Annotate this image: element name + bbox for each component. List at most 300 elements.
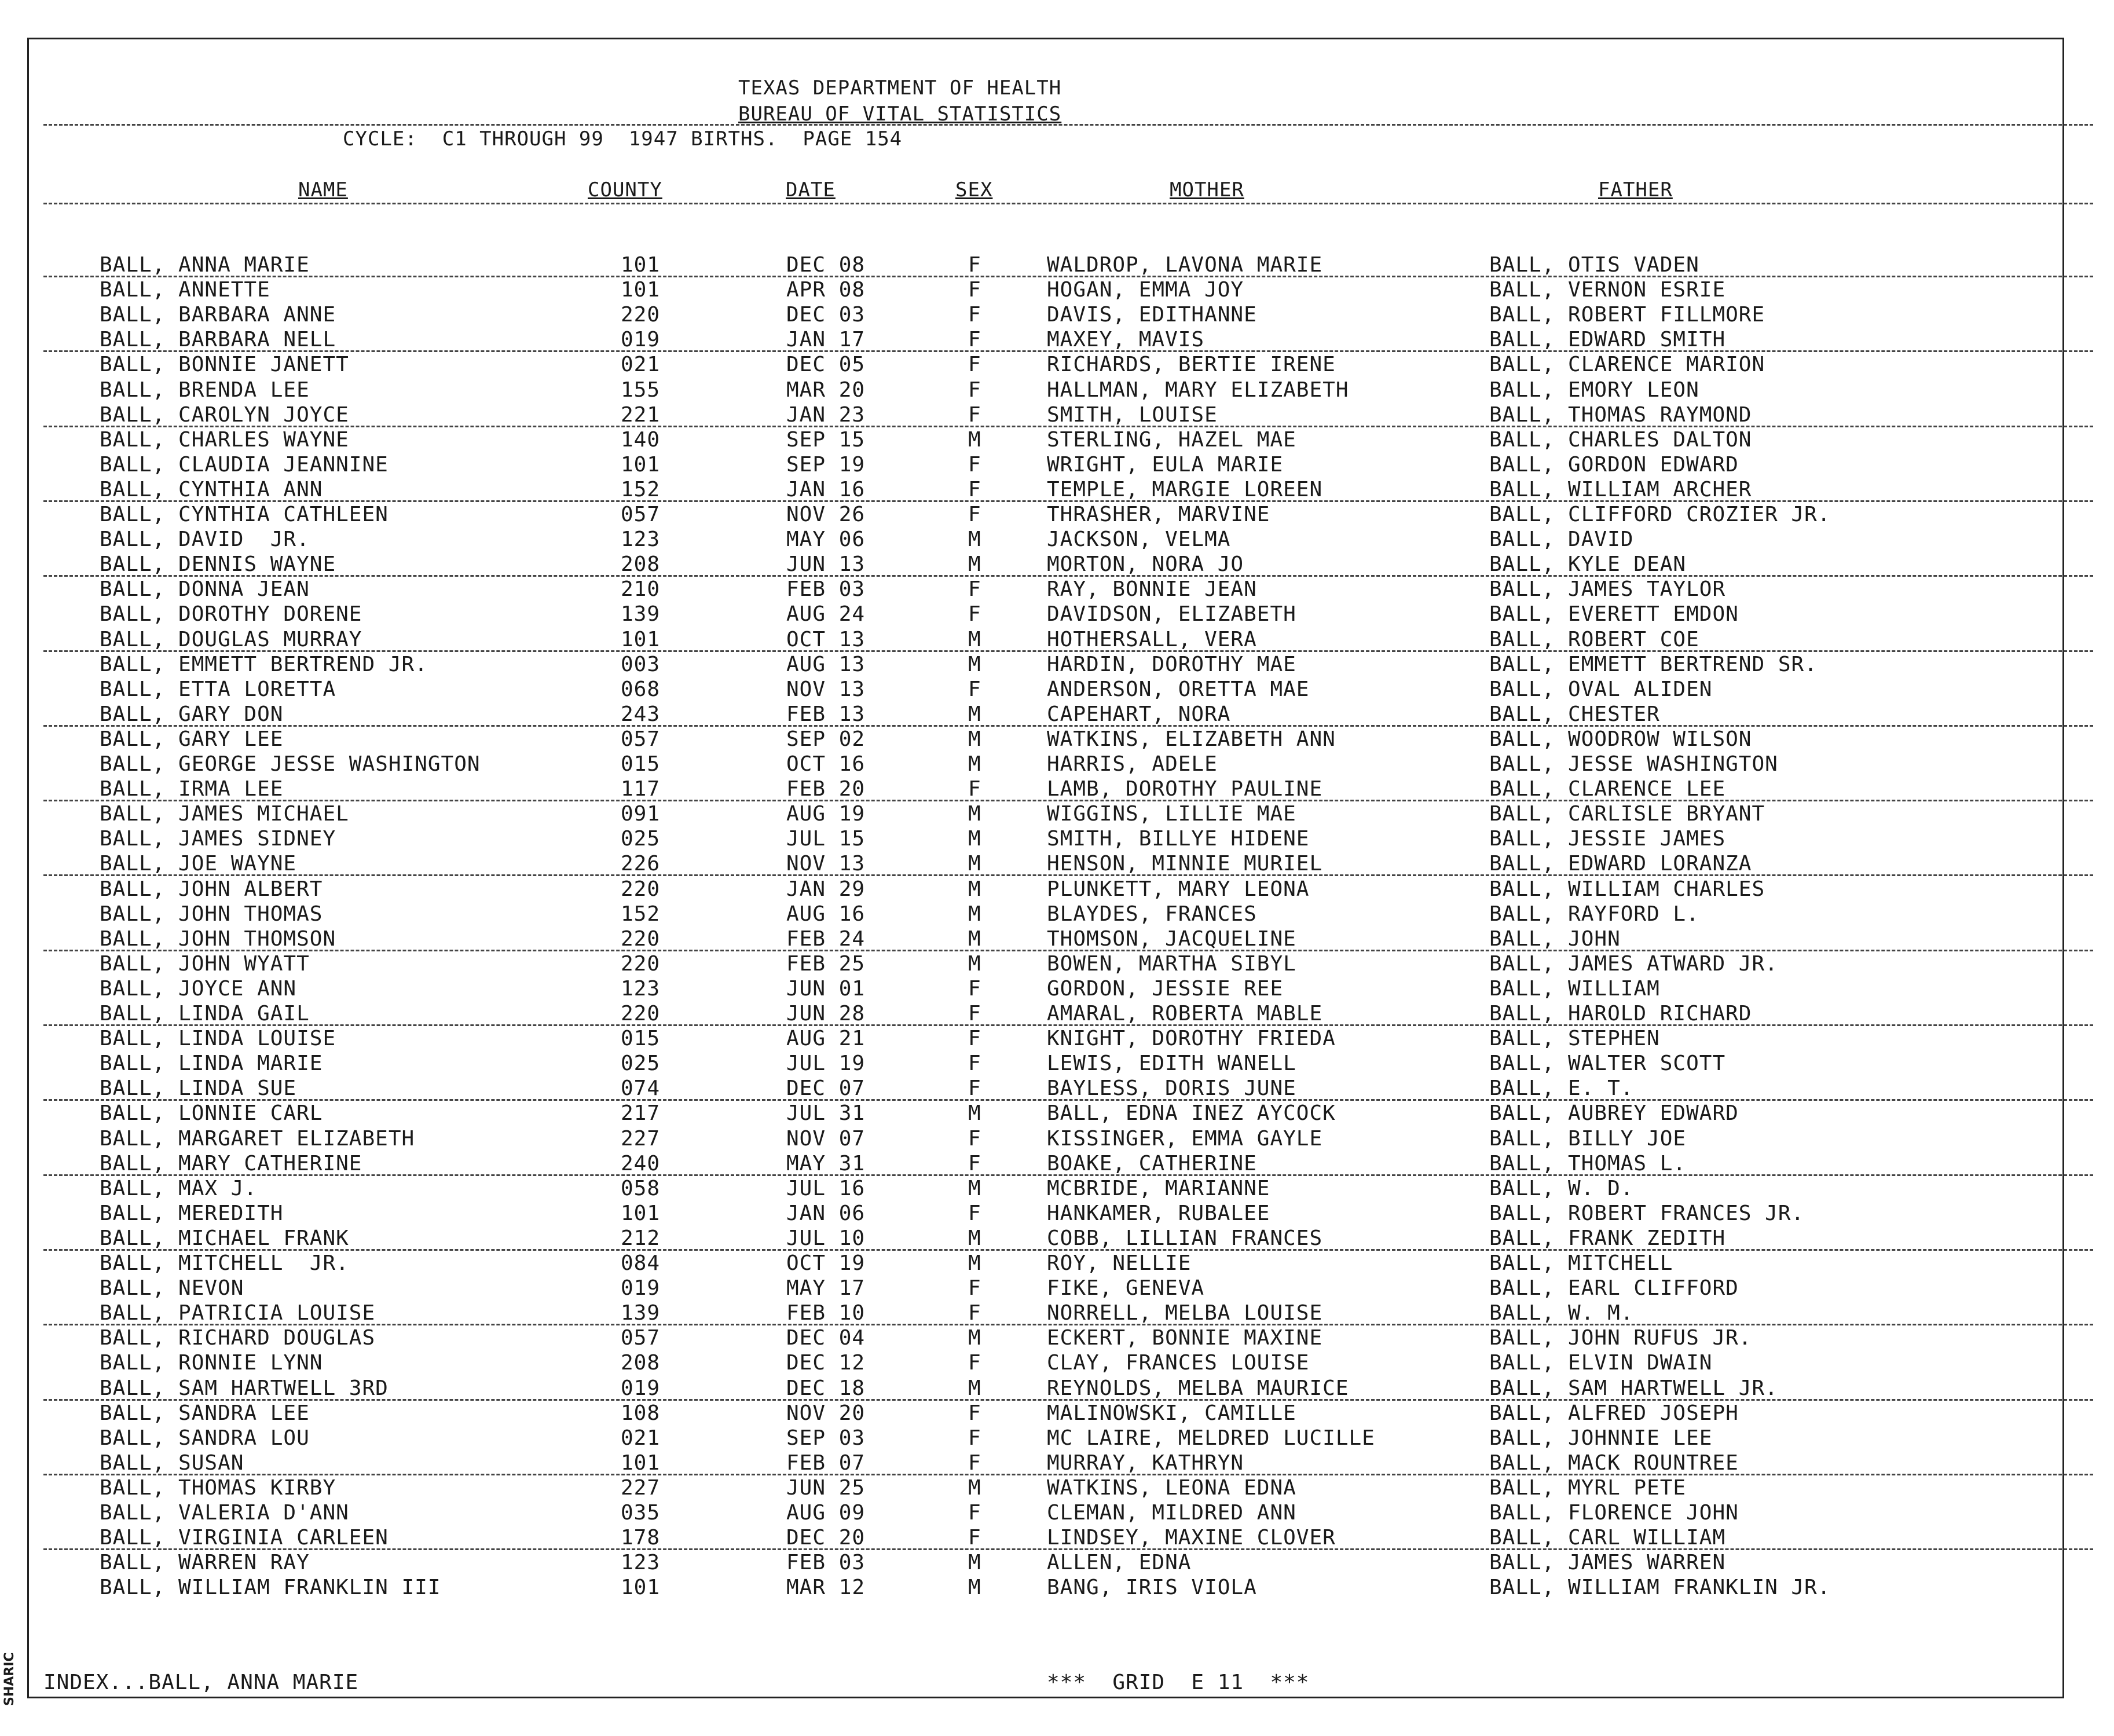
cell-sex: M [968, 852, 981, 876]
cell-father: BALL, ELVIN DWAIN [1489, 1351, 1713, 1375]
table-row [0, 477, 2114, 502]
cell-name: BALL, JOHN WYATT [100, 951, 310, 976]
cell-father: BALL, EMMETT BERTREND SR. [1489, 652, 1818, 676]
cell-father: BALL, FRANK ZEDITH [1489, 1226, 1726, 1250]
cell-county: 101 [621, 452, 661, 477]
cell-mother: BOAKE, CATHERINE [1047, 1151, 1257, 1175]
cell-sex: F [968, 1126, 981, 1151]
cell-county: 220 [621, 926, 661, 951]
cell-county: 227 [621, 1126, 661, 1151]
cell-father: BALL, MYRL PETE [1489, 1475, 1687, 1500]
table-row [0, 951, 2114, 976]
cell-father: BALL, ALFRED JOSEPH [1489, 1401, 1739, 1425]
cell-county: 139 [621, 1301, 661, 1325]
cell-mother: RICHARDS, BERTIE IRENE [1047, 353, 1336, 377]
cell-father: BALL, MACK ROUNTREE [1489, 1451, 1739, 1475]
table-row [0, 1101, 2114, 1126]
cell-sex: M [968, 552, 981, 577]
table-row [0, 777, 2114, 801]
cell-sex: F [968, 777, 981, 801]
cell-name: BALL, LINDA GAIL [100, 1002, 310, 1026]
col-header-father: FATHER [1598, 178, 1673, 202]
table-row [0, 1001, 2114, 1026]
cell-date: NOV 20 [786, 1401, 866, 1425]
cell-date: MAY 06 [786, 528, 866, 552]
cell-name: BALL, RICHARD DOUGLAS [100, 1326, 376, 1350]
cell-county: 019 [621, 1376, 661, 1400]
cell-mother: WRIGHT, EULA MARIE [1047, 452, 1284, 477]
table-row [0, 1350, 2114, 1375]
cell-father: BALL, JOHNNIE LEE [1489, 1426, 1713, 1450]
cell-mother: LEWIS, EDITH WANELL [1047, 1052, 1296, 1076]
cell-sex: F [968, 253, 981, 277]
cell-county: 084 [621, 1251, 661, 1275]
cell-county: 210 [621, 577, 661, 602]
cell-date: JUL 10 [786, 1226, 866, 1250]
cell-mother: ALLEN, EDNA [1047, 1551, 1192, 1575]
cell-mother: MURRAY, KATHRYN [1047, 1451, 1244, 1475]
cell-mother: SMITH, BILLYE HIDENE [1047, 827, 1310, 851]
cell-name: BALL, IRMA LEE [100, 777, 284, 801]
cell-father: BALL, JOHN [1489, 926, 1621, 951]
column-header-divider [43, 203, 2093, 204]
cell-date: JUN 28 [786, 1002, 866, 1026]
cell-date: AUG 24 [786, 602, 866, 627]
table-row [0, 1325, 2114, 1350]
cell-father: BALL, DAVID [1489, 528, 1634, 552]
cell-name: BALL, JAMES SIDNEY [100, 827, 336, 851]
cell-date: DEC 18 [786, 1376, 866, 1400]
cell-sex: F [968, 278, 981, 302]
cell-sex: F [968, 1002, 981, 1026]
cell-name: BALL, RONNIE LYNN [100, 1351, 323, 1375]
cell-date: AUG 21 [786, 1027, 866, 1051]
header-divider [43, 124, 2093, 126]
cell-mother: MORTON, NORA JO [1047, 552, 1244, 577]
table-row [0, 327, 2114, 352]
cell-mother: FIKE, GENEVA [1047, 1276, 1205, 1301]
table-row [0, 277, 2114, 302]
cell-name: BALL, CAROLYN JOYCE [100, 402, 349, 427]
cell-county: 212 [621, 1226, 661, 1250]
cell-county: 220 [621, 303, 661, 327]
cell-county: 035 [621, 1501, 661, 1525]
cell-name: BALL, JOHN THOMSON [100, 926, 336, 951]
cell-date: NOV 26 [786, 503, 866, 526]
cell-name: BALL, JOHN THOMAS [100, 902, 323, 926]
cell-mother: MC LAIRE, MELDRED LUCILLE [1047, 1426, 1375, 1450]
cell-name: BALL, MAX J. [100, 1176, 258, 1200]
table-row [0, 427, 2114, 452]
cell-mother: BALL, EDNA INEZ AYCOCK [1047, 1101, 1336, 1126]
cell-name: BALL, MARY CATHERINE [100, 1151, 362, 1175]
table-row [0, 652, 2114, 677]
cell-sex: M [968, 951, 981, 976]
table-row [0, 502, 2114, 527]
cell-sex: M [968, 1376, 981, 1400]
cell-county: 108 [621, 1401, 661, 1425]
cell-date: AUG 13 [786, 652, 866, 676]
table-row [0, 378, 2114, 402]
cell-sex: M [968, 802, 981, 826]
cell-county: 178 [621, 1526, 661, 1550]
cell-mother: RAY, BONNIE JEAN [1047, 577, 1257, 602]
cell-father: BALL, KYLE DEAN [1489, 552, 1687, 577]
cell-mother: WATKINS, ELIZABETH ANN [1047, 727, 1336, 751]
cell-father: BALL, CLARENCE MARION [1489, 353, 1765, 377]
cell-sex: F [968, 1501, 981, 1525]
cell-sex: F [968, 1451, 981, 1475]
table-row [0, 352, 2114, 377]
cell-father: BALL, OVAL ALIDEN [1489, 677, 1713, 701]
cell-name: BALL, ANNETTE [100, 278, 270, 302]
cell-name: BALL, JOE WAYNE [100, 852, 297, 876]
cell-date: JUL 15 [786, 827, 866, 851]
cell-county: 220 [621, 1002, 661, 1026]
table-row [0, 926, 2114, 951]
cell-date: OCT 13 [786, 627, 866, 651]
cell-father: BALL, CLARENCE LEE [1489, 777, 1726, 801]
cell-father: BALL, GORDON EDWARD [1489, 452, 1739, 477]
cell-name: BALL, EMMETT BERTREND JR. [100, 652, 428, 676]
cell-sex: F [968, 577, 981, 602]
table-row [0, 1500, 2114, 1525]
cell-county: 003 [621, 652, 661, 676]
cell-father: BALL, JESSIE JAMES [1489, 827, 1726, 851]
cell-county: 123 [621, 976, 661, 1001]
table-row [0, 1126, 2114, 1151]
table-row [0, 1401, 2114, 1426]
cell-county: 025 [621, 827, 661, 851]
cell-mother: JACKSON, VELMA [1047, 528, 1231, 552]
cell-date: SEP 19 [786, 452, 866, 477]
cell-father: BALL, ROBERT FILLMORE [1489, 303, 1765, 327]
cell-date: FEB 03 [786, 1551, 866, 1575]
cell-county: 068 [621, 677, 661, 701]
table-row [0, 976, 2114, 1001]
cell-mother: COBB, LILLIAN FRANCES [1047, 1226, 1323, 1250]
cell-sex: M [968, 427, 981, 452]
cell-sex: M [968, 1551, 981, 1575]
cell-father: BALL, VERNON ESRIE [1489, 278, 1726, 302]
table-row [0, 602, 2114, 627]
table-row [0, 1026, 2114, 1051]
cell-name: BALL, GARY LEE [100, 727, 284, 751]
cell-sex: F [968, 477, 981, 501]
cell-sex: M [968, 1475, 981, 1500]
cell-county: 057 [621, 727, 661, 751]
cell-father: BALL, JAMES ATWARD JR. [1489, 951, 1778, 976]
cell-mother: SMITH, LOUISE [1047, 402, 1218, 427]
cell-mother: NORRELL, MELBA LOUISE [1047, 1301, 1323, 1325]
table-row [0, 826, 2114, 851]
cell-mother: MALINOWSKI, CAMILLE [1047, 1401, 1296, 1425]
header-line1: TEXAS DEPARTMENT OF HEALTH [738, 76, 1062, 100]
cell-date: FEB 20 [786, 777, 866, 801]
cell-father: BALL, THOMAS RAYMOND [1489, 402, 1752, 427]
cell-sex: M [968, 727, 981, 751]
table-row [0, 1525, 2114, 1550]
cell-father: BALL, CLIFFORD CROZIER JR. [1489, 503, 1831, 526]
cell-sex: M [968, 1251, 981, 1275]
cell-mother: HALLMAN, MARY ELIZABETH [1047, 378, 1349, 402]
cell-father: BALL, JOHN RUFUS JR. [1489, 1326, 1752, 1350]
cell-mother: KISSINGER, EMMA GAYLE [1047, 1126, 1323, 1151]
cell-sex: F [968, 1426, 981, 1450]
cell-mother: WATKINS, LEONA EDNA [1047, 1475, 1296, 1500]
cell-mother: GORDON, JESSIE REE [1047, 976, 1284, 1001]
cell-mother: BANG, IRIS VIOLA [1047, 1576, 1257, 1600]
table-row [0, 402, 2114, 427]
cell-sex: F [968, 503, 981, 526]
table-row [0, 1276, 2114, 1301]
cell-name: BALL, GEORGE JESSE WASHINGTON [100, 752, 481, 776]
cell-county: 220 [621, 877, 661, 901]
table-row [0, 552, 2114, 577]
cell-mother: AMARAL, ROBERTA MABLE [1047, 1002, 1323, 1026]
cell-mother: ROY, NELLIE [1047, 1251, 1192, 1275]
cell-date: OCT 16 [786, 752, 866, 776]
table-row [0, 577, 2114, 602]
cell-county: 015 [621, 1027, 661, 1051]
cell-date: DEC 08 [786, 253, 866, 277]
cell-name: BALL, GARY DON [100, 702, 284, 726]
cell-date: OCT 19 [786, 1251, 866, 1275]
cell-name: BALL, JAMES MICHAEL [100, 802, 349, 826]
cell-sex: F [968, 1401, 981, 1425]
cell-mother: WALDROP, LAVONA MARIE [1047, 253, 1323, 277]
table-row [0, 902, 2114, 926]
cell-sex: F [968, 328, 981, 352]
cell-father: BALL, MITCHELL [1489, 1251, 1673, 1275]
cell-sex: F [968, 1351, 981, 1375]
table-row [0, 1176, 2114, 1201]
table-row [0, 851, 2114, 876]
cell-date: DEC 03 [786, 303, 866, 327]
cell-sex: F [968, 1276, 981, 1301]
cell-sex: F [968, 378, 981, 402]
cell-date: JAN 29 [786, 877, 866, 901]
cell-sex: M [968, 1101, 981, 1126]
cell-father: BALL, WILLIAM FRANKLIN JR. [1489, 1576, 1831, 1600]
table-row [0, 1201, 2114, 1226]
cell-father: BALL, WILLIAM [1489, 976, 1660, 1001]
cell-sex: F [968, 602, 981, 627]
cell-name: BALL, JOHN ALBERT [100, 877, 323, 901]
cell-mother: STERLING, HAZEL MAE [1047, 427, 1296, 452]
cell-date: AUG 09 [786, 1501, 866, 1525]
cell-date: JAN 23 [786, 402, 866, 427]
cell-name: BALL, LINDA LOUISE [100, 1027, 336, 1051]
table-row [0, 702, 2114, 727]
cell-mother: HOGAN, EMMA JOY [1047, 278, 1244, 302]
cell-county: 021 [621, 353, 661, 377]
cell-date: JAN 16 [786, 477, 866, 501]
cell-name: BALL, ANNA MARIE [100, 253, 310, 277]
cell-father: BALL, WALTER SCOTT [1489, 1052, 1726, 1076]
cell-father: BALL, RAYFORD L. [1489, 902, 1699, 926]
cell-sex: F [968, 1027, 981, 1051]
cell-name: BALL, DOUGLAS MURRAY [100, 627, 362, 651]
cell-county: 015 [621, 752, 661, 776]
cell-mother: WIGGINS, LILLIE MAE [1047, 802, 1296, 826]
cell-name: BALL, LINDA SUE [100, 1076, 297, 1101]
cell-name: BALL, BONNIE JANETT [100, 353, 349, 377]
cell-mother: KNIGHT, DOROTHY FRIEDA [1047, 1027, 1336, 1051]
cell-mother: REYNOLDS, MELBA MAURICE [1047, 1376, 1349, 1400]
cell-county: 155 [621, 378, 661, 402]
cell-father: BALL, CARL WILLIAM [1489, 1526, 1726, 1550]
cell-name: BALL, DONNA JEAN [100, 577, 310, 602]
cell-mother: THRASHER, MARVINE [1047, 503, 1270, 526]
cell-name: BALL, NEVON [100, 1276, 244, 1301]
footer-grid: *** GRID E 11 *** [1047, 1671, 1310, 1694]
cell-sex: M [968, 1226, 981, 1250]
cell-name: BALL, CYNTHIA ANN [100, 477, 323, 501]
cell-date: JUN 25 [786, 1475, 866, 1500]
cell-sex: M [968, 827, 981, 851]
cell-name: BALL, SAM HARTWELL 3RD [100, 1376, 389, 1400]
cell-sex: M [968, 1326, 981, 1350]
cell-date: JAN 17 [786, 328, 866, 352]
cell-date: FEB 07 [786, 1451, 866, 1475]
table-row [0, 1376, 2114, 1401]
cell-name: BALL, WILLIAM FRANKLIN III [100, 1576, 441, 1600]
cell-date: FEB 25 [786, 951, 866, 976]
table-row [0, 677, 2114, 702]
cell-date: NOV 13 [786, 677, 866, 701]
cell-county: 123 [621, 528, 661, 552]
cell-father: BALL, EDWARD LORANZA [1489, 852, 1752, 876]
cell-name: BALL, LONNIE CARL [100, 1101, 323, 1126]
cell-sex: M [968, 627, 981, 651]
cell-sex: F [968, 1301, 981, 1325]
cell-date: JUN 01 [786, 976, 866, 1001]
cell-name: BALL, BARBARA ANNE [100, 303, 336, 327]
cell-name: BALL, CHARLES WAYNE [100, 427, 349, 452]
cell-date: FEB 13 [786, 702, 866, 726]
cell-mother: CAPEHART, NORA [1047, 702, 1231, 726]
cell-county: 221 [621, 402, 661, 427]
cell-county: 058 [621, 1176, 661, 1200]
cell-sex: M [968, 528, 981, 552]
cell-date: SEP 02 [786, 727, 866, 751]
cell-father: BALL, AUBREY EDWARD [1489, 1101, 1739, 1126]
table-row [0, 1051, 2114, 1076]
cell-date: MAR 20 [786, 378, 866, 402]
cell-mother: LINDSEY, MAXINE CLOVER [1047, 1526, 1336, 1550]
cell-sex: F [968, 1151, 981, 1175]
cell-date: DEC 07 [786, 1076, 866, 1101]
cell-county: 208 [621, 1351, 661, 1375]
cell-sex: F [968, 402, 981, 427]
cell-date: SEP 15 [786, 427, 866, 452]
cell-mother: MCBRIDE, MARIANNE [1047, 1176, 1270, 1200]
table-row [0, 1226, 2114, 1251]
cell-father: BALL, ROBERT COE [1489, 627, 1699, 651]
cell-sex: M [968, 877, 981, 901]
cell-name: BALL, BARBARA NELL [100, 328, 336, 352]
cell-name: BALL, MARGARET ELIZABETH [100, 1126, 415, 1151]
cell-name: BALL, SANDRA LEE [100, 1401, 310, 1425]
cell-mother: THOMSON, JACQUELINE [1047, 926, 1296, 951]
cell-county: 021 [621, 1426, 661, 1450]
cell-father: BALL, CHARLES DALTON [1489, 427, 1752, 452]
cell-date: FEB 24 [786, 926, 866, 951]
cell-mother: HENSON, MINNIE MURIEL [1047, 852, 1323, 876]
header-line2: BUREAU OF VITAL STATISTICS [738, 102, 1062, 126]
cell-father: BALL, JAMES TAYLOR [1489, 577, 1726, 602]
table-row [0, 1475, 2114, 1500]
cell-mother: CLAY, FRANCES LOUISE [1047, 1351, 1310, 1375]
cell-mother: ECKERT, BONNIE MAXINE [1047, 1326, 1323, 1350]
table-row [0, 627, 2114, 652]
cell-name: BALL, MICHAEL FRANK [100, 1226, 349, 1250]
cell-county: 208 [621, 552, 661, 577]
cell-name: BALL, SUSAN [100, 1451, 244, 1475]
cell-county: 217 [621, 1101, 661, 1126]
cell-county: 226 [621, 852, 661, 876]
cell-name: BALL, CLAUDIA JEANNINE [100, 452, 389, 477]
table-row [0, 1426, 2114, 1451]
cell-mother: HARDIN, DOROTHY MAE [1047, 652, 1296, 676]
cell-sex: M [968, 652, 981, 676]
cell-father: BALL, WILLIAM CHARLES [1489, 877, 1765, 901]
cell-date: APR 08 [786, 278, 866, 302]
col-header-name: NAME [298, 178, 348, 202]
cell-date: JUL 31 [786, 1101, 866, 1126]
cell-county: 123 [621, 1551, 661, 1575]
cell-name: BALL, LINDA MARIE [100, 1052, 323, 1076]
cell-mother: MAXEY, MAVIS [1047, 328, 1205, 352]
cell-name: BALL, VIRGINIA CARLEEN [100, 1526, 389, 1550]
col-header-sex: SEX [955, 178, 993, 202]
cell-father: BALL, WOODROW WILSON [1489, 727, 1752, 751]
cell-name: BALL, DAVID JR. [100, 528, 310, 552]
cell-name: BALL, DENNIS WAYNE [100, 552, 336, 577]
cell-mother: DAVIS, EDITHANNE [1047, 303, 1257, 327]
cell-name: BALL, DOROTHY DORENE [100, 602, 362, 627]
table-row [0, 727, 2114, 752]
cell-county: 101 [621, 1201, 661, 1225]
col-header-mother: MOTHER [1170, 178, 1244, 202]
cycle-line: CYCLE: C1 THROUGH 99 1947 BIRTHS. PAGE 154 [343, 127, 903, 151]
cell-father: BALL, EARL CLIFFORD [1489, 1276, 1739, 1301]
table-row [0, 1076, 2114, 1101]
cell-county: 101 [621, 627, 661, 651]
cell-father: BALL, WILLIAM ARCHER [1489, 477, 1752, 501]
cell-county: 243 [621, 702, 661, 726]
cell-county: 240 [621, 1151, 661, 1175]
cell-date: DEC 12 [786, 1351, 866, 1375]
side-tag: SHARIC [2, 1652, 17, 1706]
cell-county: 101 [621, 278, 661, 302]
cell-father: BALL, FLORENCE JOHN [1489, 1501, 1739, 1525]
cell-sex: M [968, 1176, 981, 1200]
cell-county: 019 [621, 1276, 661, 1301]
cell-father: BALL, JESSE WASHINGTON [1489, 752, 1778, 776]
cell-mother: BLAYDES, FRANCES [1047, 902, 1257, 926]
table-row [0, 1251, 2114, 1276]
table-row [0, 801, 2114, 826]
cell-date: NOV 07 [786, 1126, 866, 1151]
cell-mother: TEMPLE, MARGIE LOREEN [1047, 477, 1323, 501]
cell-name: BALL, VALERIA D'ANN [100, 1501, 349, 1525]
table-row [0, 527, 2114, 552]
cell-father: BALL, BILLY JOE [1489, 1126, 1687, 1151]
cell-county: 227 [621, 1475, 661, 1500]
cell-sex: M [968, 752, 981, 776]
